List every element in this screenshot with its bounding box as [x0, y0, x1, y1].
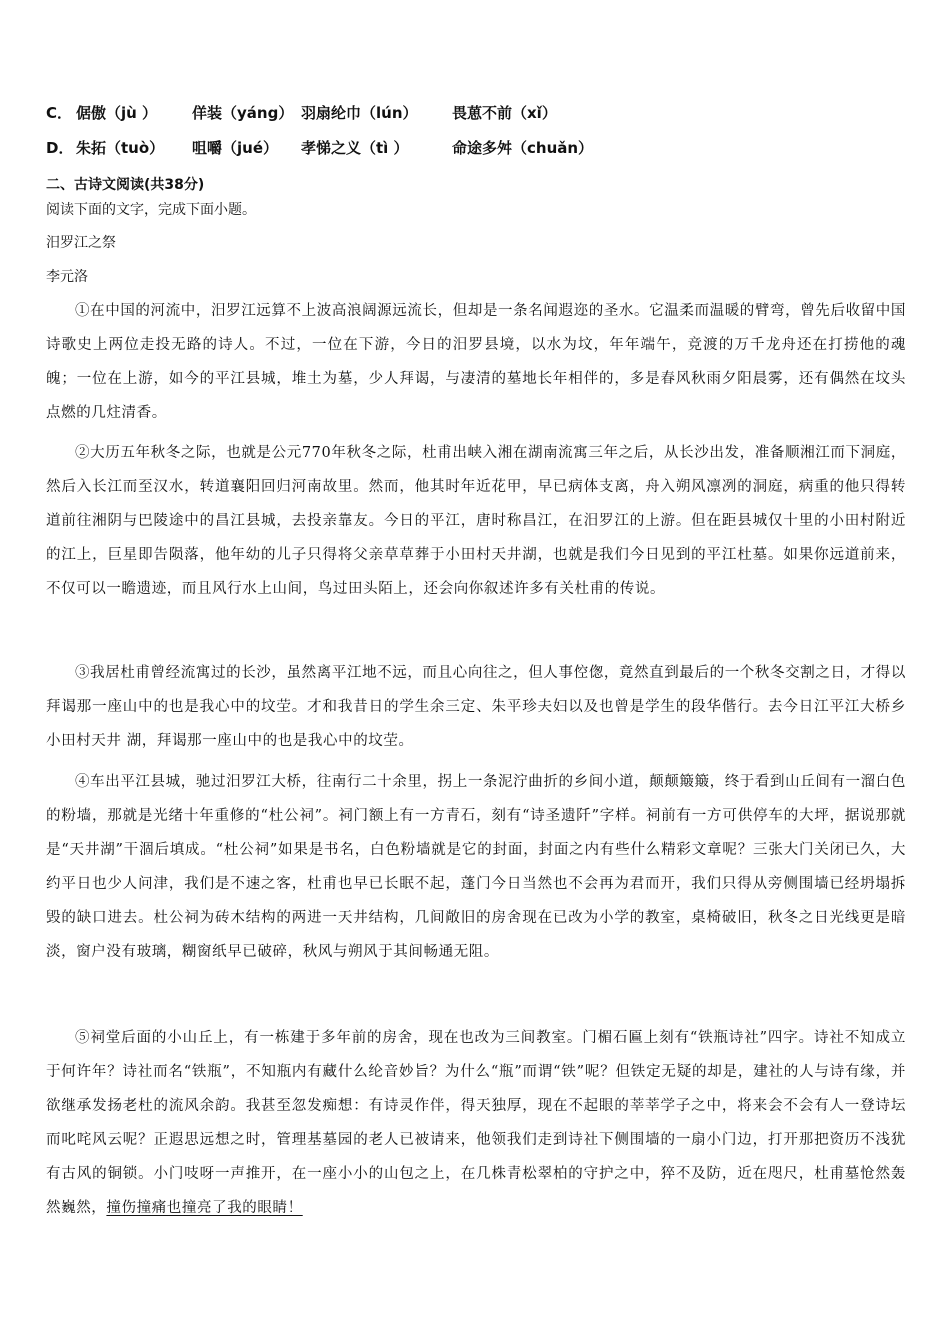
underlined-sentence: 撞伤撞痛也撞亮了我的眼睛！ [106, 1200, 303, 1216]
paragraph-5 [46, 1021, 906, 1225]
option-item: 朱拓（tuò） [76, 139, 165, 157]
paragraph-3: ③我居杜甫曾经流寓过的长沙，虽然离平江地不远，而且心向往之，但人事倥偬，竟然直到最后的一个秋冬交割之日，才得以拜谒那一座山中的也是我心中的坟茔。才和我昔日的学生余三定、朱平珍夫妇以及也曾是学生的段华偕行。去今日江平江大桥乡小田村天井 湖，拜谒那一座山中的也是我心中的坟茔。 [46, 665, 906, 749]
option-item: 倨傲（jù ） [76, 104, 158, 122]
reading-instruction: 阅读下面的文字，完成下面小题。 [46, 202, 256, 218]
section-heading: 二、古诗文阅读(共38分) [46, 177, 205, 193]
paragraph-4: ④车出平江县城，驰过汨罗江大桥，往南行二十余里，拐上一条泥泞曲折的乡间小道，颠颠簸簸，终于看到山丘间有一溜白色的粉墙，那就是光绪十年重修的“杜公祠”。祠门额上有一方青石，刻有“诗圣遗阡”字样。祠前有一方可供停车的大坪，据说那就是“天井湖”干涸后填成。“杜公祠”如果是书名，白色粉墙就是它的封面，封面之内有些什么精彩文章呢？三张大门关闭已久，大约平日也少人问津，我们是不速之客，杜甫也早已长眠不起，蓬门今日当然也不会再为君而开，我们只得从旁侧围墙已经坍塌拆毁的缺口进去。杜公祠为砖木结构的两进一天井结构，几间敞旧的房舍现在已改为小学的教室，桌椅破旧，秋冬之日光线更是暗淡，窗户没有玻璃，糊窗纸早已破碎，秋风与朔风于其间畅通无阻。 [46, 774, 906, 960]
option-item: 羽扇纶巾（lún） [301, 104, 418, 122]
option-item: 佯装（yáng） [192, 104, 294, 122]
option-letter: C． [46, 104, 73, 122]
paragraph-1: ①在中国的河流中，汨罗江远算不上波高浪阔源远流长，但却是一条名闻遐迩的圣水。它温柔而温暖的臂弯，曾先后收留中国诗歌史上两位走投无路的诗人。不过，一位在下游，今日的汨罗县境，以水为坟，年年端午，竞渡的万千龙舟还在打捞他的魂魄；一位在上游，如今的平江县城，堆土为墓，少人拜谒，与凄清的墓地长年相伴的，多是春风秋雨夕阳晨雾，还有偶然在坟头点燃的几炷清香。 [46, 303, 906, 421]
paragraph-2: ②大历五年秋冬之际，也就是公元770年秋冬之际，杜甫出峡入湘在湖南流寓三年之后，从长沙出发，准备顺湘江而下洞庭，然后入长江而至汉水，转道襄阳回归河南故里。然而，他其时年近花甲，早已病体支离，舟入朔风凛冽的洞庭，病重的他只得转道前往湘阴与巴陵途中的昌江县城，去投亲靠友。今日的平江，唐时称昌江，在汨罗江的上游。但在距县城仅十里的小田村附近的江上，巨星即告陨落，他年幼的儿子只得将父亲草草葬于小田村天井湖，也就是我们今日见到的平江杜墓。如果你远道前来，不仅可以一瞻遗迹，而且风行水上山间，鸟过田头陌上，还会向你叙述许多有关杜甫的传说。 [46, 445, 906, 597]
option-item: 咀嚼（jué） [192, 139, 278, 157]
article-author: 李元洛 [46, 269, 88, 285]
option-item: 畏葸不前（xǐ） [452, 104, 557, 122]
option-item: 命途多舛（chuǎn） [452, 139, 594, 157]
option-letter: D． [46, 139, 74, 157]
article-title: 汨罗江之祭 [46, 235, 116, 251]
paragraph-5-text: ⑤祠堂后面的小山丘上，有一栋建于多年前的房舍，现在也改为三间教室。门楣石匾上刻有“铁瓶诗社”四字。诗社不知成立于何许年？诗社而名“铁瓶”，不知瓶内有藏什么纶音妙旨？为什么“瓶”而谓“铁”呢？但铁定无疑的却是，建社的人与诗有缘，并欲继承发扬老杜的流风余韵。我甚至忽发痴想：有诗灵作伴，得天独厚，现在不起眼的莘莘学子之中，将来会不会有人一登诗坛而叱咤风云呢？正遐思远想之时，管理基墓园的老人已被请来，他领我们走到诗社下侧围墙的一扇小门边，打开那把资历不浅犹有古风的铜锁。小门吱呀一声推开，在一座小小的山包之上，在几株青松翠柏的守护之中，猝不及防，近在咫尺，杜甫墓怆然轰然巍然， [46, 1030, 906, 1216]
option-item: 孝悌之义（tì ） [301, 139, 409, 157]
